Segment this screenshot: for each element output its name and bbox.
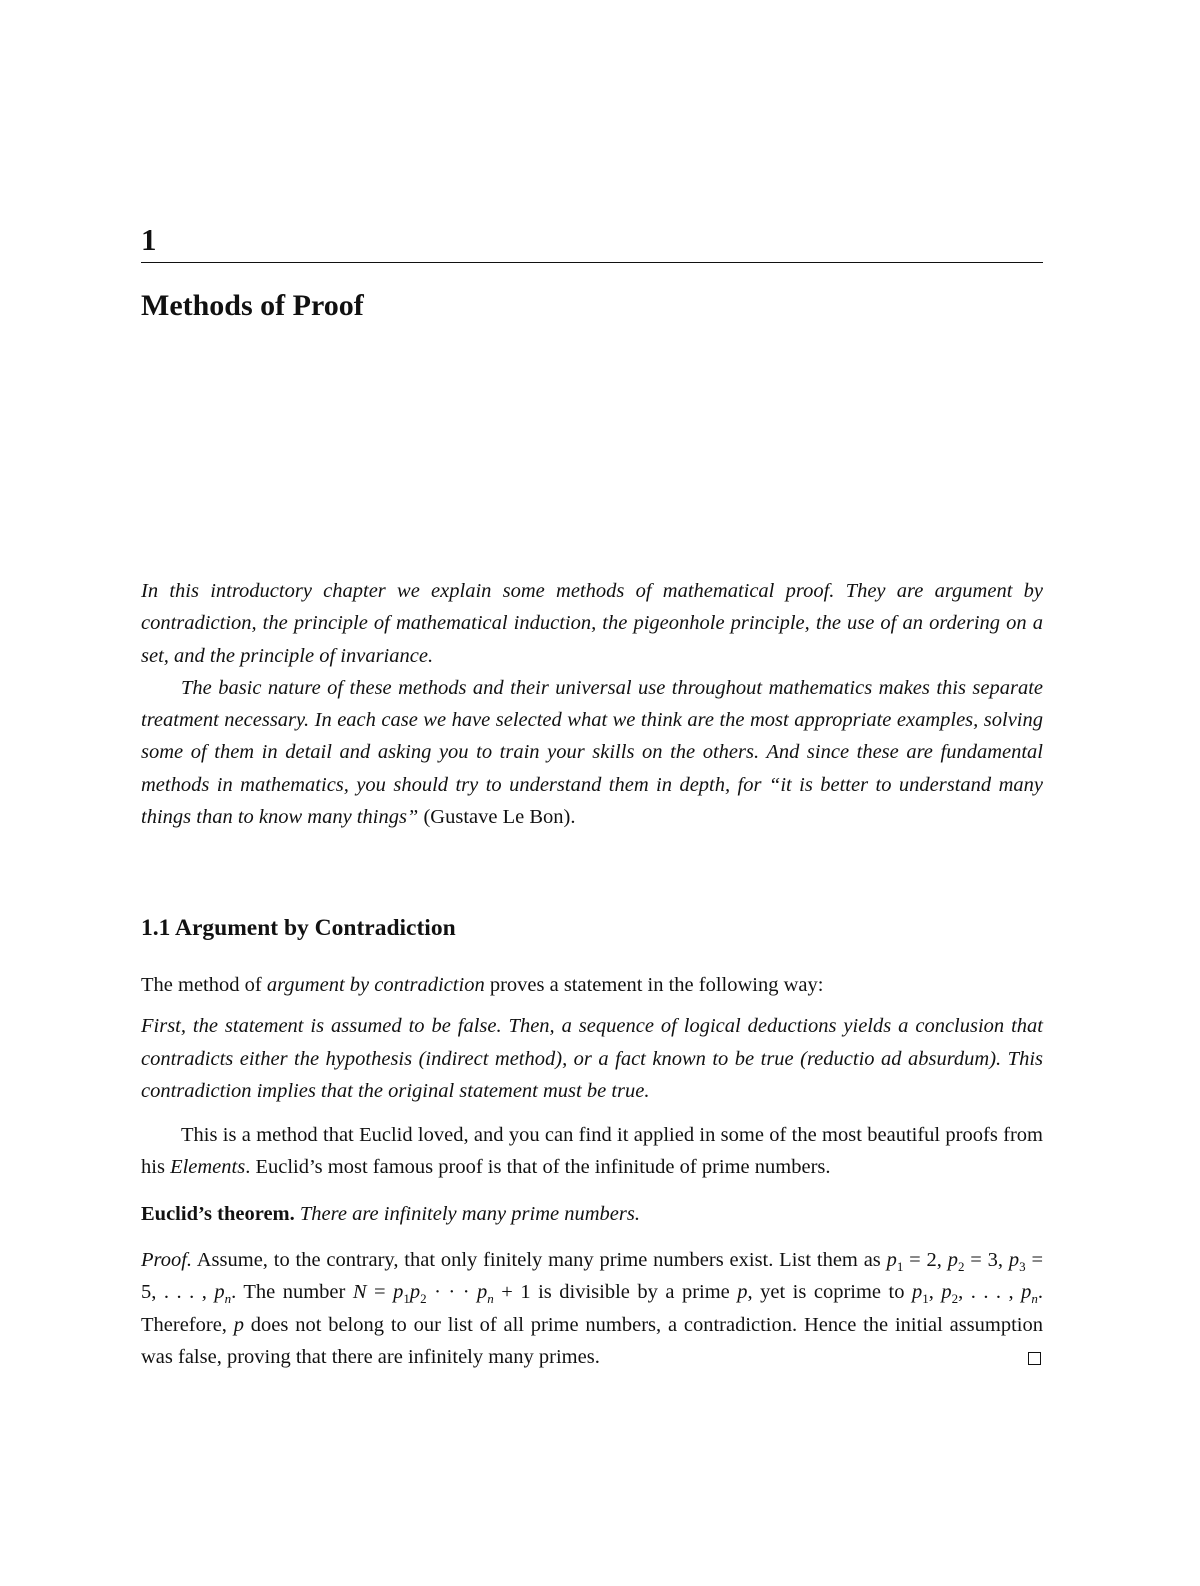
intro-paragraph-2-text: The basic nature of these methods and their universal use throughout mathematics makes this separate treatment necessary. In each case we have selected what we think are the most appropriate examples, solving some of them in detail and asking you to train your skills on the others. And since these are fundamental methods in mathematics, you should try to understand them in depth, for “it is better to understand many things than to know many things”: [141, 676, 1043, 829]
chapter-rule: [141, 262, 1043, 263]
section-heading: [141, 910, 456, 946]
theorem-statement: There are infinitely many prime numbers.: [299, 1202, 640, 1225]
lead-emphasis: argument by contradiction: [266, 974, 485, 996]
theorem-label: Euclid’s theorem.: [141, 1202, 295, 1225]
method-lead-paragraph: [141, 969, 1043, 1001]
intro-paragraph-1: In this introductory chapter we explain some methods of mathematical proof. They are argument by contradiction, the principle of mathematical induction, the pigeonhole principle, the use of an ordering on a set, and the principle of invariance.: [141, 580, 1043, 667]
section-number: 1.1: [141, 915, 171, 941]
chapter-number: 1: [141, 222, 157, 257]
qed-box-icon: [1028, 1352, 1041, 1365]
section-title: Argument by Contradiction: [174, 915, 456, 941]
proof-text-2: . The number: [231, 1281, 353, 1304]
product-formula: $N = p_1p_2$ · · · $p_n + 1$: [352, 1281, 531, 1307]
chapter-introduction: [141, 575, 1043, 833]
euclid-paragraph: [141, 1119, 1043, 1184]
lead-text: The method of: [141, 974, 267, 996]
euclid-text-end: . Euclid’s most famous proof is that of the infinitude of prime numbers.: [245, 1156, 831, 1179]
prime-list-formula: $p_1 = 2$, $p_2 = 3$, $p_3 = 5$, . . . , $p_n$: [141, 1249, 1044, 1307]
lead-text-end: proves a statement in the following way:: [484, 974, 824, 996]
prime-p: p: [737, 1281, 748, 1304]
prime-p-2: p: [233, 1313, 244, 1336]
proof-paragraph: [141, 1244, 1043, 1373]
proof-text-3: is divisible by a prime: [530, 1281, 738, 1304]
chapter-title: Methods of Proof: [141, 289, 364, 322]
coprime-list-formula: $p_1$, $p_2$, . . . , $p_n$: [911, 1281, 1038, 1307]
proof-text-5: . Therefore,: [141, 1281, 1044, 1336]
proof-label: Proof.: [141, 1249, 193, 1272]
quote-source: (Gustave Le Bon).: [418, 806, 576, 829]
euclid-text: This is a method that Euclid loved, and you can find it applied in some of the most beautiful proofs from his: [141, 1124, 1043, 1179]
proof-text-4: , yet is coprime to: [747, 1281, 912, 1304]
method-definition: First, the statement is assumed to be false. Then, a sequence of logical deductions yields a conclusion that contradicts either the hypothesis (indirect method), or a fact known to be true (reductio ad absurdum). This contradiction implies that the original statement must be true.: [141, 1015, 1043, 1102]
elements-title: Elements: [170, 1156, 246, 1179]
section-body: [141, 969, 1043, 1373]
proof-text-6: does not belong to our list of all prime numbers, a contradiction. Hence the initial assumption was false, proving that there are infinitely many primes.: [141, 1313, 1043, 1368]
intro-paragraph-2: [141, 672, 1043, 833]
proof-text-1: Assume, to the contrary, that only finitely many prime numbers exist. List them as: [192, 1249, 887, 1272]
euclid-theorem: [141, 1198, 1043, 1230]
